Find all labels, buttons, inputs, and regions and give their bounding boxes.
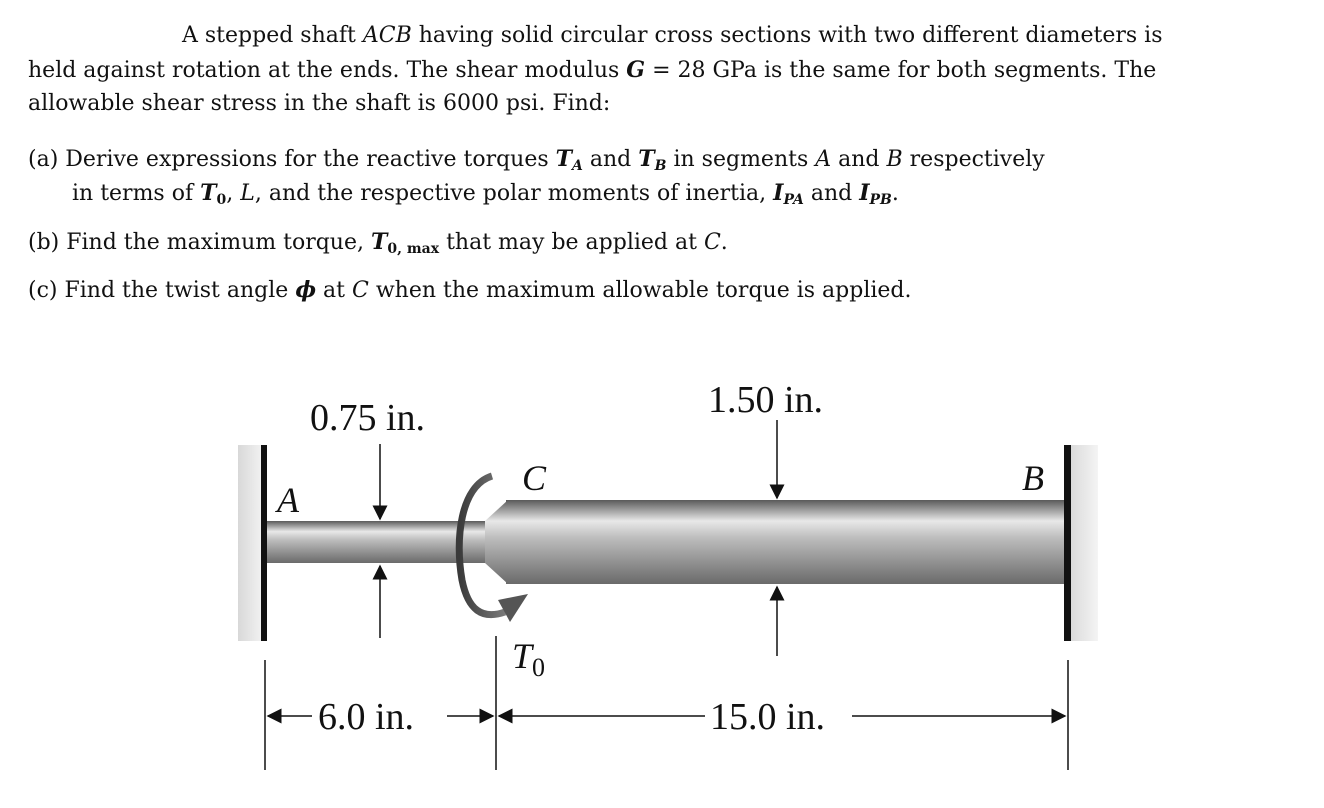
shaft-segment-large: [506, 500, 1064, 584]
shaft-segment-small: [267, 521, 487, 563]
part-a-line-1: (a) Derive expressions for the reactive torques $T_A$ and $T_B$ in segments A and B respectively: [28, 146, 1045, 174]
part-a-line-2: in terms of T0, L, and the respective polar moments of inertia, $I_{PA}$ and $I_{PB}$.: [72, 180, 899, 208]
label-B: B: [1022, 458, 1044, 498]
dia-large-label: 1.50 in.: [708, 379, 824, 421]
left-wall: [261, 445, 267, 641]
shaft-taper: [485, 500, 508, 584]
label-A: A: [277, 480, 299, 520]
problem-line-1: A stepped shaft ACB having solid circular cross sections with two different diameters is: [182, 23, 1163, 48]
torque-arrowhead: [498, 594, 528, 622]
label-C: C: [522, 458, 547, 498]
dia-small-label: 0.75 in.: [310, 397, 426, 439]
left-wall-shade: [238, 445, 264, 641]
len-large-label: 15.0 in.: [710, 696, 826, 738]
problem-line-2: held against rotation at the ends. The shear modulus G = 28 GPa is the same for both segments. The: [28, 57, 1157, 83]
part-b-line: (b) Find the maximum torque, T0, max that may be applied at C.: [28, 229, 728, 257]
problem-line-3: allowable shear stress in the shaft is 6000 psi. Find:: [28, 91, 611, 116]
len-small-label: 6.0 in.: [318, 696, 415, 738]
torque-label: $T_0$: [512, 636, 546, 682]
right-wall-shade: [1068, 445, 1098, 641]
part-c-line: (c) Find the twist angle ϕ at C when the maximum allowable torque is applied.: [28, 277, 912, 303]
right-wall: [1064, 445, 1071, 641]
